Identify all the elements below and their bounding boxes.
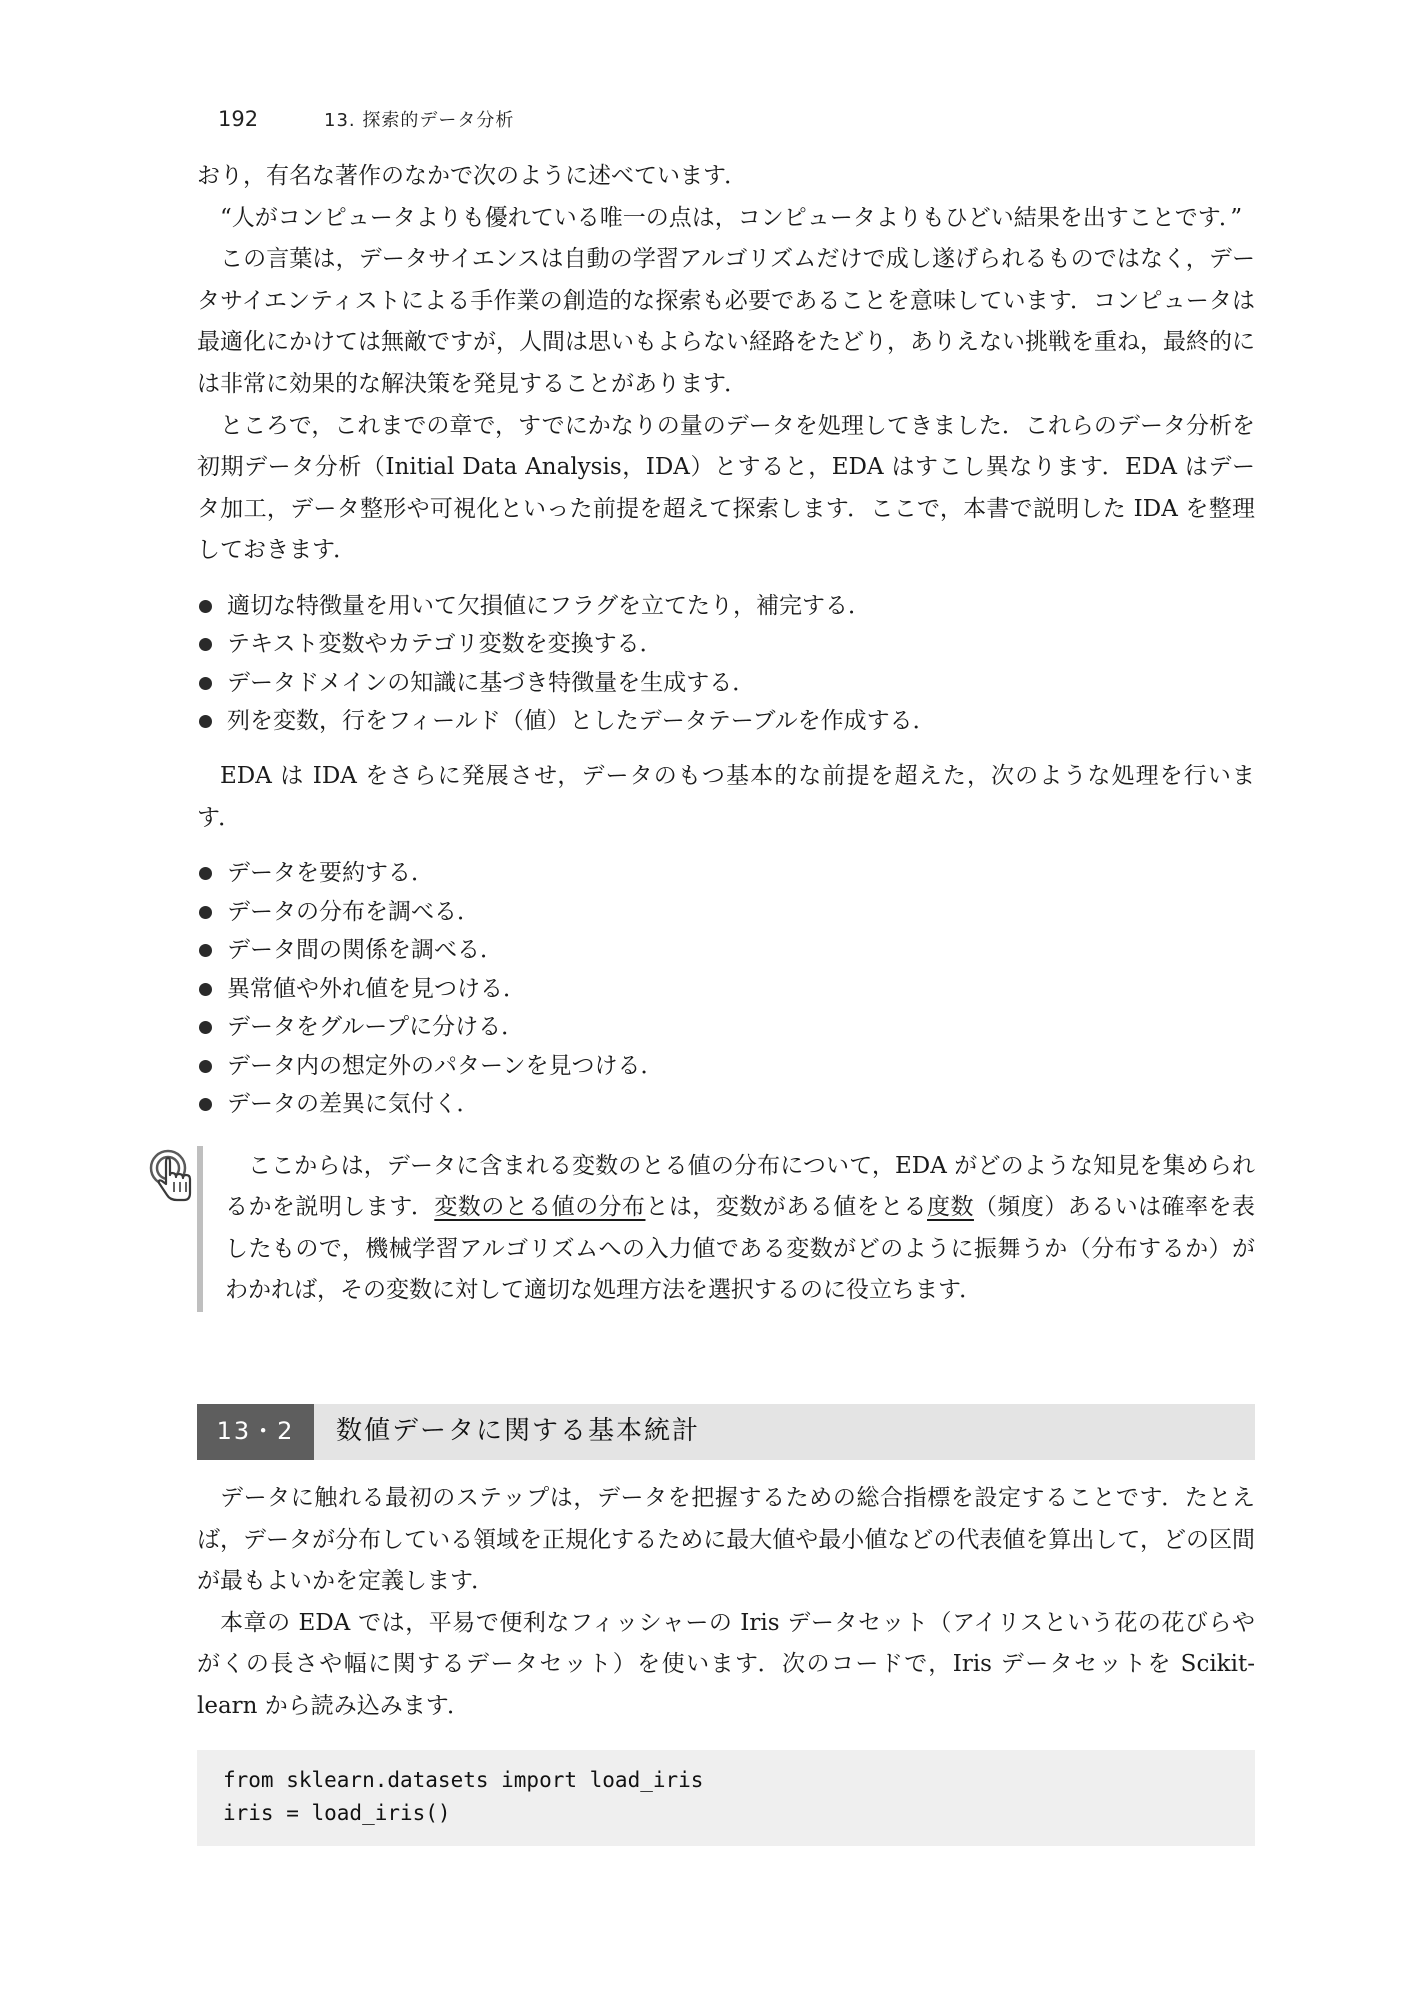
list-item: データを要約する．: [197, 854, 1255, 893]
paragraph-first-step: データに触れる最初のステップは，データを把握するための総合指標を設定することです．たとえば，データが分布している領域を正規化するために最大値や最小値などの代表値を算出して，どの区間が最もよいかを定義します．: [197, 1485, 1255, 1595]
paragraph-eda-intro: EDA は IDA をさらに発展させ，データのもつ基本的な前提を超えた，次のような処理を行います．: [197, 762, 1255, 831]
paragraph-quote-meaning: この言葉は，データサイエンスは自動の学習アルゴリズムだけで成し遂げられるものではなく，データサイエンティストによる手作業の創造的な探索も必要であることを意味しています．コンピュータは最適化にかけては無敵ですが，人間は思いもよらない経路をたどり，ありえない挑戦を重ね，最終的には非常に効果的な解決策を発見することがあります．: [197, 246, 1255, 397]
bullet-icon: [199, 944, 212, 957]
list-item: 異常値や外れ値を見つける．: [197, 970, 1255, 1009]
paragraph-iris-dataset: 本章の EDA では，平易で便利なフィッシャーの Iris データセット（アイリスという花の花びらやがくの長さや幅に関するデータセット）を使います．次のコードで，Iris データセットを Scikit-learn から読み込みます．: [197, 1609, 1255, 1719]
running-head: [218, 106, 514, 132]
paragraph-continuation: おり，有名な著作のなかで次のように述べています．: [197, 163, 748, 189]
bullet-icon: [199, 638, 212, 651]
code-line: from sklearn.datasets import load_iris: [223, 1767, 704, 1792]
list-item: データ間の関係を調べる．: [197, 931, 1255, 970]
page-content: [197, 156, 1255, 1846]
ida-bullet-list: [197, 587, 1255, 741]
bullet-icon: [199, 1060, 212, 1073]
bullet-icon: [199, 677, 212, 690]
note-text: ここからは，データに含まれる変数のとる値の分布について，EDA がどのような知見を集められるかを説明します．変数のとる値の分布とは，変数がある値をとる度数（頻度）あるいは確率を表したもので，機械学習アルゴリズムへの入力値である変数がどのように振舞うか（分布するか）がわかれば，その変数に対して適切な処理方法を選択するのに役立ちます．: [225, 1152, 1256, 1304]
list-item: 適切な特徴量を用いて欠損値にフラグを立てたり，補完する．: [197, 587, 1255, 626]
paragraph-ida-intro: ところで，これまでの章で，すでにかなりの量のデータを処理してきました．これらのデータ分析を初期データ分析（Initial Data Analysis，IDA）とすると，EDA はすこし異なります．EDA はデータ加工，データ整形や可視化といった前提を超えて探索します．ここで，本書で説明した IDA を整理しておきます．: [197, 412, 1255, 564]
list-item: データをグループに分ける．: [197, 1008, 1255, 1047]
list-item: データ内の想定外のパターンを見つける．: [197, 1047, 1255, 1086]
bullet-icon: [199, 867, 212, 880]
bullet-icon: [199, 715, 212, 728]
list-item: 列を変数，行をフィールド（値）としたデータテーブルを作成する．: [197, 702, 1255, 741]
list-item: テキスト変数やカテゴリ変数を変換する．: [197, 625, 1255, 664]
note-box: [197, 1146, 1255, 1312]
section-heading: [197, 1404, 1255, 1460]
code-line: iris = load_iris(): [223, 1800, 451, 1825]
section-body: [197, 1478, 1255, 1728]
list-item: データの分布を調べる．: [197, 893, 1255, 932]
bullet-icon: [199, 600, 212, 613]
list-item: データの差異に気付く．: [197, 1085, 1255, 1124]
section-title: 数値データに関する基本統計: [336, 1416, 701, 1447]
term-frequency: 度数: [927, 1194, 974, 1221]
eda-bullet-list: [197, 854, 1255, 1124]
hand-pointer-icon: [148, 1148, 196, 1206]
bullet-icon: [199, 1098, 212, 1111]
chapter-title: 13. 探索的データ分析: [324, 110, 515, 131]
quote-paragraph: “人がコンピュータよりも優れている唯一の点は，コンピュータよりもひどい結果を出すことです．”: [220, 204, 1243, 231]
section-number: 13・2: [197, 1404, 314, 1460]
code-block: [197, 1750, 1255, 1846]
page-number: 192: [218, 107, 259, 131]
bullet-icon: [199, 906, 212, 919]
bullet-icon: [199, 1021, 212, 1034]
bullet-icon: [199, 983, 212, 996]
list-item: データドメインの知識に基づき特徴量を生成する．: [197, 664, 1255, 703]
term-value-distribution: 変数のとる値の分布: [434, 1194, 646, 1221]
